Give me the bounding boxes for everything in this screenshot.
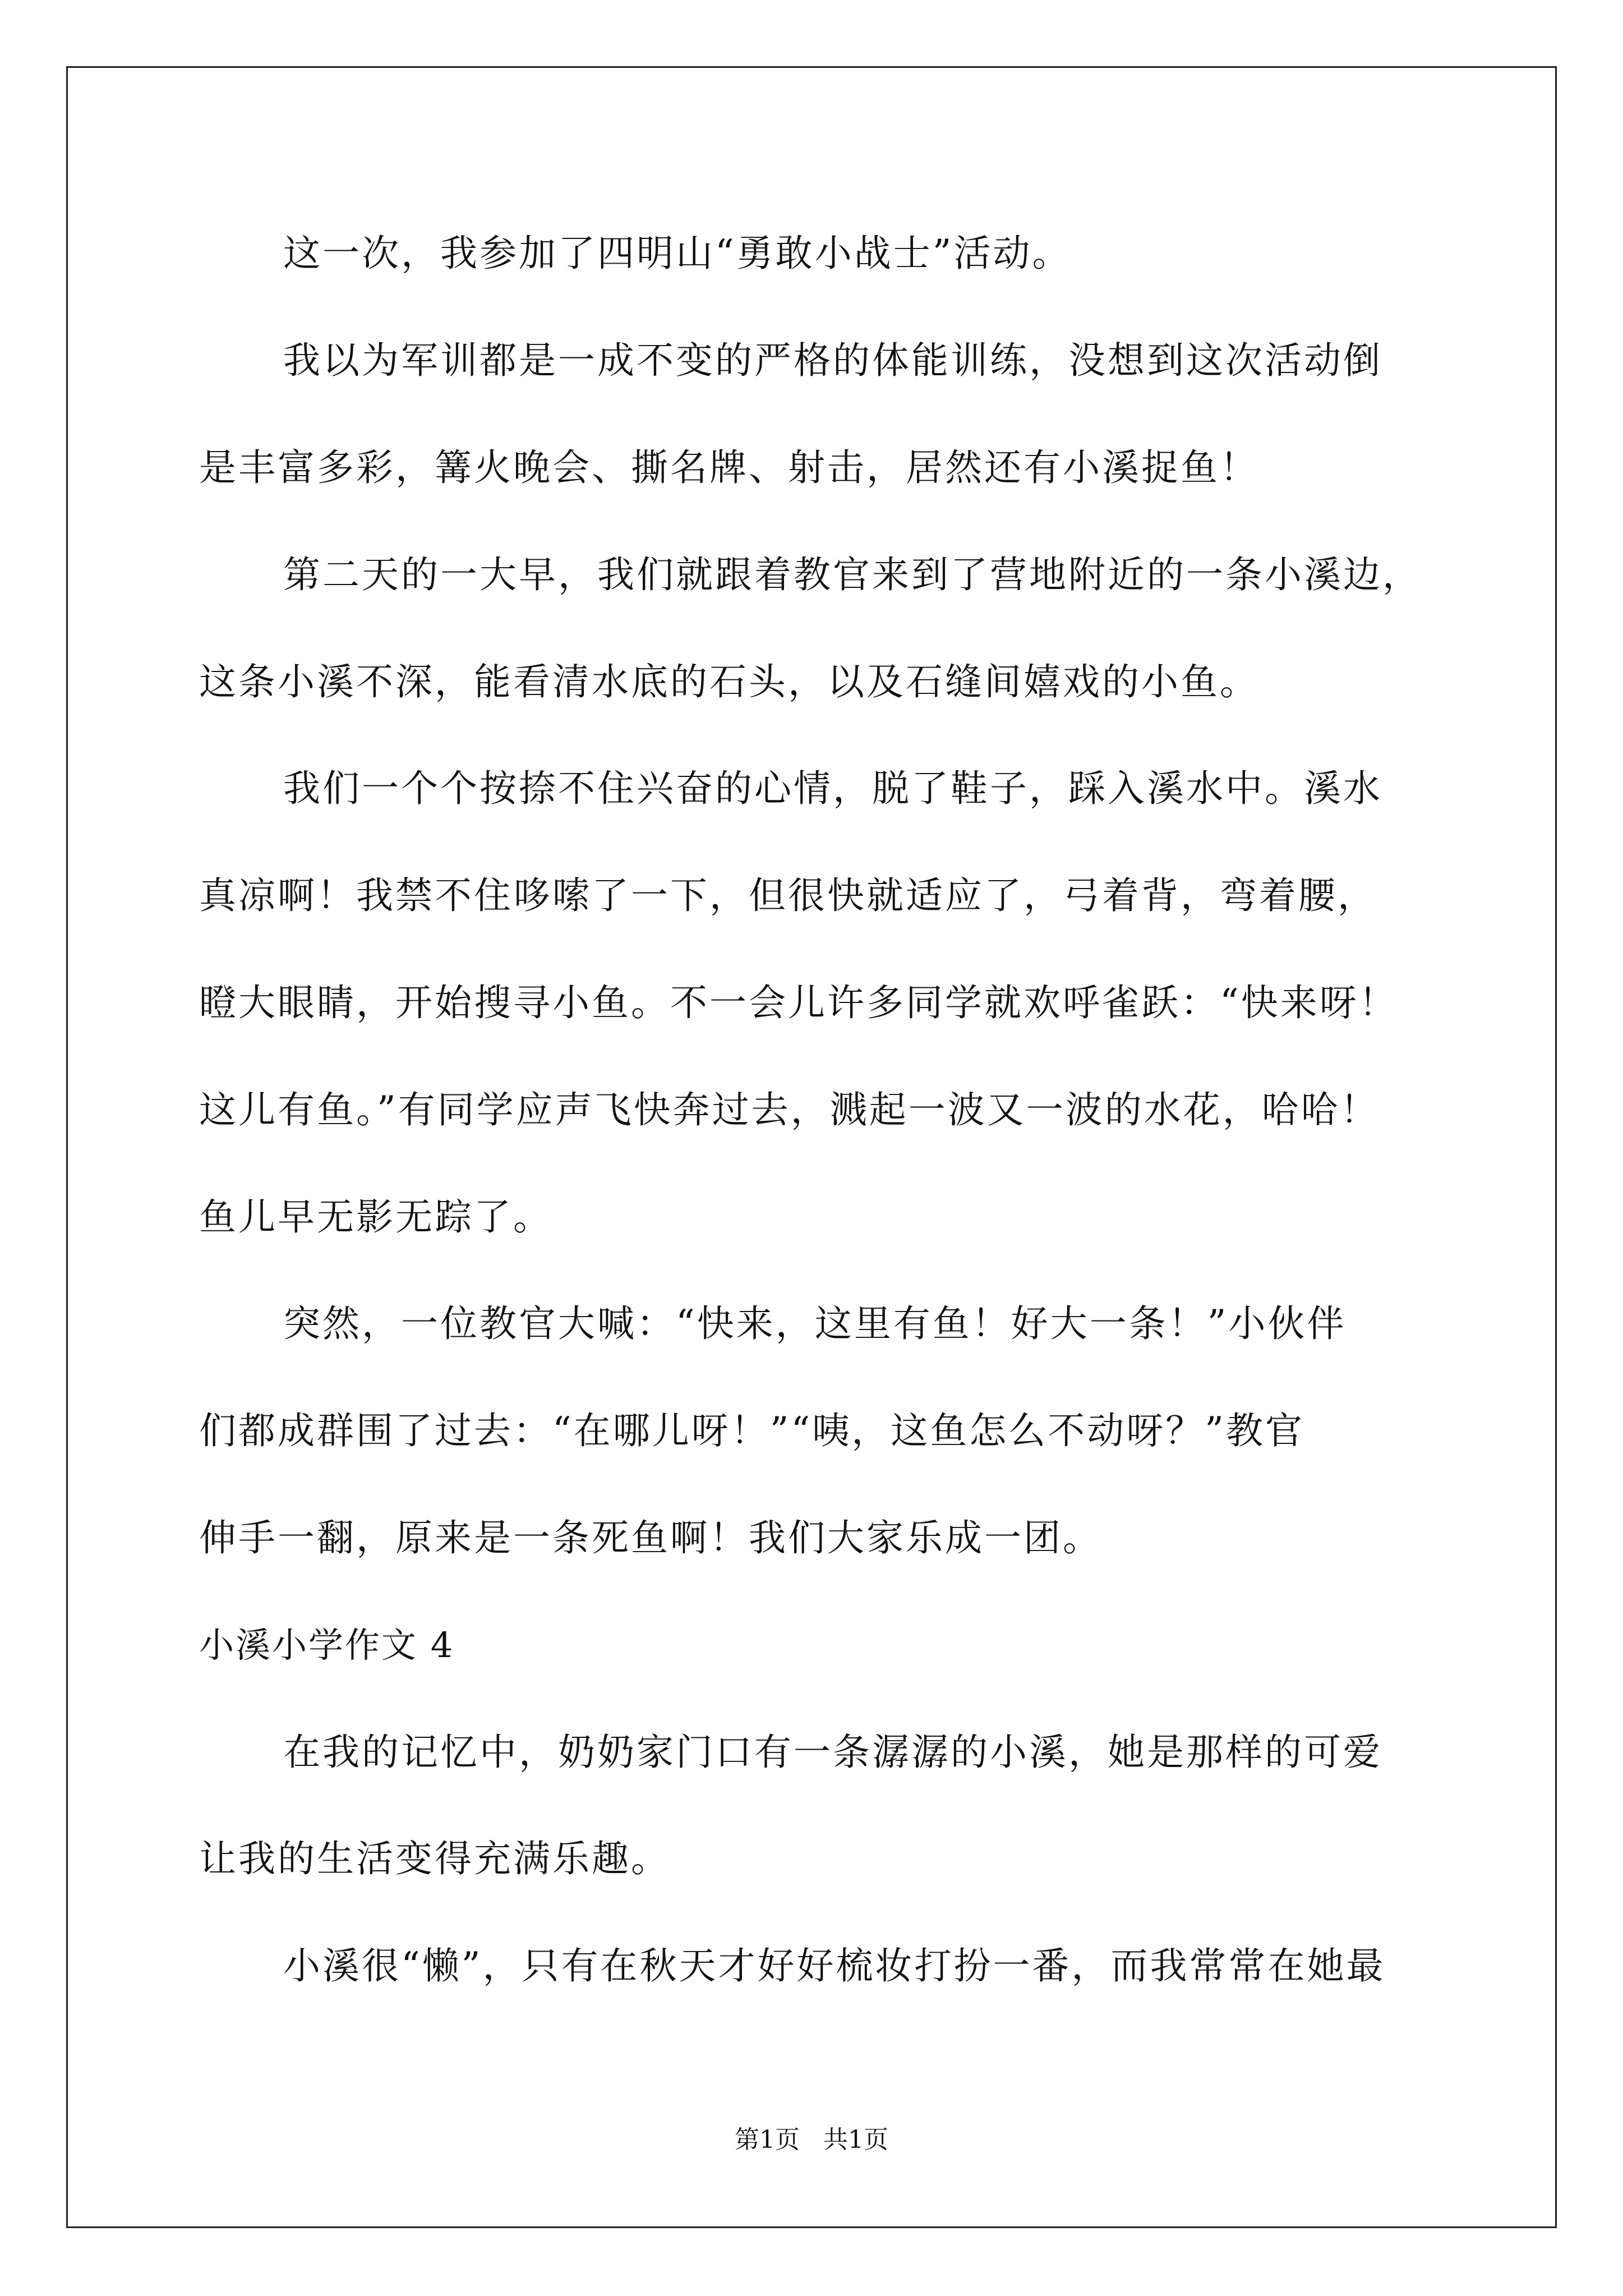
- paragraph-line: 是丰富多彩，篝火晚会、撕名牌、射击，居然还有小溪捉鱼！: [199, 446, 1259, 489]
- paragraph-line: 我们一个个按捺不住兴奋的心情，脱了鞋子，踩入溪水中。溪水: [283, 767, 1382, 810]
- paragraph-line: 们都成群围了过去：“在哪儿呀！”“咦，这鱼怎么不动呀？”教官: [199, 1409, 1304, 1452]
- paragraph-line: 真凉啊！我禁不住哆嗦了一下，但很快就适应了，弓着背，弯着腰，: [199, 874, 1377, 917]
- page-border: [66, 66, 1557, 2228]
- paragraph-line: 这一次，我参加了四明山“勇敢小战士”活动。: [283, 232, 1072, 275]
- paragraph-line: 这儿有鱼。”有同学应声飞快奔过去，溅起一波又一波的水花，哈哈！: [199, 1088, 1380, 1131]
- paragraph-line: 瞪大眼睛，开始搜寻小鱼。不一会儿许多同学就欢呼雀跃：“快来呀！: [199, 981, 1398, 1024]
- paragraph-line: 第二天的一大早，我们就跟着教官来到了营地附近的一条小溪边，: [283, 553, 1422, 596]
- paragraph-line: 突然，一位教官大喊：“快来，这里有鱼！好大一条！”小伙伴: [283, 1302, 1347, 1345]
- paragraph-line: 我以为军训都是一成不变的严格的体能训练，没想到这次活动倒: [283, 339, 1382, 382]
- section-heading: 小溪小学作文 4: [199, 1625, 455, 1665]
- page-footer: 第1页 共1页: [735, 2125, 888, 2154]
- paragraph-line: 伸手一翻，原来是一条死鱼啊！我们大家乐成一团。: [199, 1516, 1102, 1559]
- paragraph-line: 鱼儿早无影无踪了。: [199, 1195, 552, 1239]
- paragraph-line: 在我的记忆中，奶奶家门口有一条潺潺的小溪，她是那样的可爱: [283, 1731, 1382, 1774]
- paragraph-line: 小溪很“懒”，只有在秋天才好好梳妆打扮一番，而我常常在她最: [283, 1944, 1386, 1987]
- paragraph-line: 这条小溪不深，能看清水底的石头，以及石缝间嬉戏的小鱼。: [199, 660, 1259, 703]
- paragraph-line: 让我的生活变得充满乐趣。: [199, 1837, 670, 1880]
